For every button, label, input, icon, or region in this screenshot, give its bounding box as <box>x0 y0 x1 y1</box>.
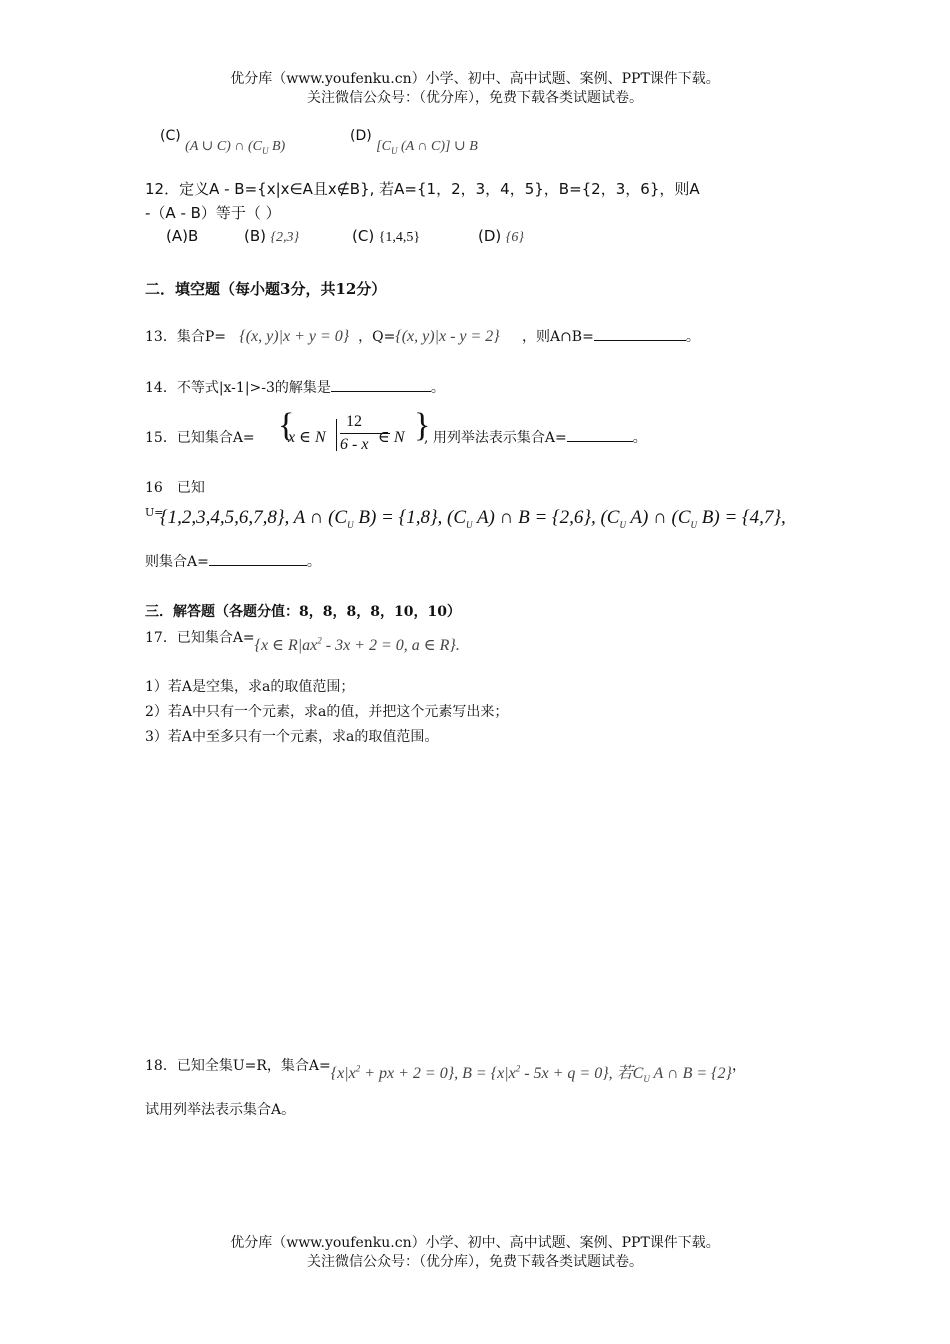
q15-answer-blank[interactable] <box>567 427 633 442</box>
q15-left-brace: { <box>278 407 295 444</box>
section-2-title: 二．填空题（每小题3分，共12分） <box>145 280 387 298</box>
header-line-1: 优分库（www.youfenku.cn）小学、初中、高中试题、案例、PPT课件下载。 <box>230 71 720 87</box>
q17-prefix: 17．已知集合A={x ∈ $R|ax^2 - 3x + 2 = 0$, a ∈ R}. <box>145 630 460 654</box>
q18-line-2: 试用列举法表示集合A。 <box>145 1102 296 1118</box>
q13-answer-blank[interactable] <box>594 326 686 341</box>
q13-set-q: {(x, y)|x - y = 2} <box>395 328 500 345</box>
q15-prefix: 15．已知集合A= <box>145 430 255 446</box>
q13-set-p: {(x, y)|x + y = 0} <box>239 328 350 345</box>
q12-line-1: 12．定义A - B={x|x∈A且x∉B}, 若A={1，2，3，4，5}，B={2，3，6}，则A <box>145 180 700 198</box>
q14-answer-blank[interactable] <box>331 377 431 392</box>
q15-right-brace: } <box>414 407 431 444</box>
q16-answer: 则集合A= 。 <box>145 551 321 571</box>
footer-line-2: 关注微信公众号：（优分库），免费下载各类试题试卷。 <box>307 1254 643 1270</box>
q15-denominator: 6 - x <box>340 436 369 453</box>
q12-line-2: -（A - B）等于（ ） <box>145 204 281 222</box>
q13: 13．集合P= {(x, y)|x + y = 0} ，Q={(x, y)|x - y = 2} ，则A∩B= 。 <box>145 328 700 345</box>
q17-part-3: 3）若A中至多只有一个元素，求a的取值范围。 <box>145 729 439 745</box>
q11-c-label: (C) <box>160 128 181 144</box>
q16-u-label: U= <box>145 506 164 519</box>
q15-set-left: x ∈ N <box>288 429 326 446</box>
q17-set: {x ∈ $R|ax^2 - 3x + 2 = 0$, a ∈ R}. <box>254 635 460 654</box>
q11-option-c <box>160 128 286 156</box>
q17-part-1: 1）若A是空集，求a的取值范围； <box>145 679 355 695</box>
q11-d-label: (D) <box>350 128 372 144</box>
section-3-title: 三．解答题（各题分值：8，8，8，8，10，10） <box>145 604 461 620</box>
q18-line-1: 18．已知全集U=R，集合$A=\{x|x^2$ + px + 2 = 0}, $B = \{x|x^2 - 5x + q = 0\}$, 若$C_U$ A ∩ B = {2}， <box>145 1058 746 1085</box>
footer-line-1: 优分库（www.youfenku.cn）小学、初中、高中试题、案例、PPT课件下载。 <box>230 1235 720 1251</box>
q15-divider <box>336 419 337 451</box>
q15-numerator: 12 <box>346 413 362 430</box>
q12-option-a: (A)B <box>166 227 199 245</box>
q16-expression: {1,2,3,4,5,6,7,8}, A ∩ ($C_U$ B) = {1,8}, ($C_U$ A) ∩ B = {2,6}, ($C_U$ A) ∩ ($C_U$ B) = {4,7}, <box>160 507 786 530</box>
q12-option-c: (C) {1,4,5} <box>352 227 421 245</box>
q15-suffix: , 用列举法表示集合A= 。 <box>424 427 647 447</box>
q16-answer-blank[interactable] <box>209 551 307 566</box>
q11-c-expr: (A ∪ C) ∩ ($C_U$ B) <box>185 139 286 156</box>
q12-option-b: (B) {2,3} <box>244 227 300 245</box>
q11-d-expr: [$C_U$ (A ∩ C)] ∪ B <box>376 139 478 156</box>
q18-sets: {$x|x^2$ + px + 2 = 0}, $B = \{x|x^2 - 5x + q = 0\}$, 若$C_U$ A ∩ B = {2} <box>330 1063 732 1085</box>
header-line-2: 关注微信公众号：（优分库），免费下载各类试题试卷。 <box>307 90 643 106</box>
q16-label: 16 已知 <box>145 480 205 496</box>
q17-part-2: 2）若A中只有一个元素，求a的值，并把这个元素写出来； <box>145 704 509 720</box>
q12-option-d: (D) {6} <box>478 227 524 245</box>
q14: 14．不等式|x-1|>-3的解集是 。 <box>145 377 445 397</box>
q15-set-right: ∈ N <box>378 429 405 446</box>
q11-option-d <box>350 128 478 156</box>
